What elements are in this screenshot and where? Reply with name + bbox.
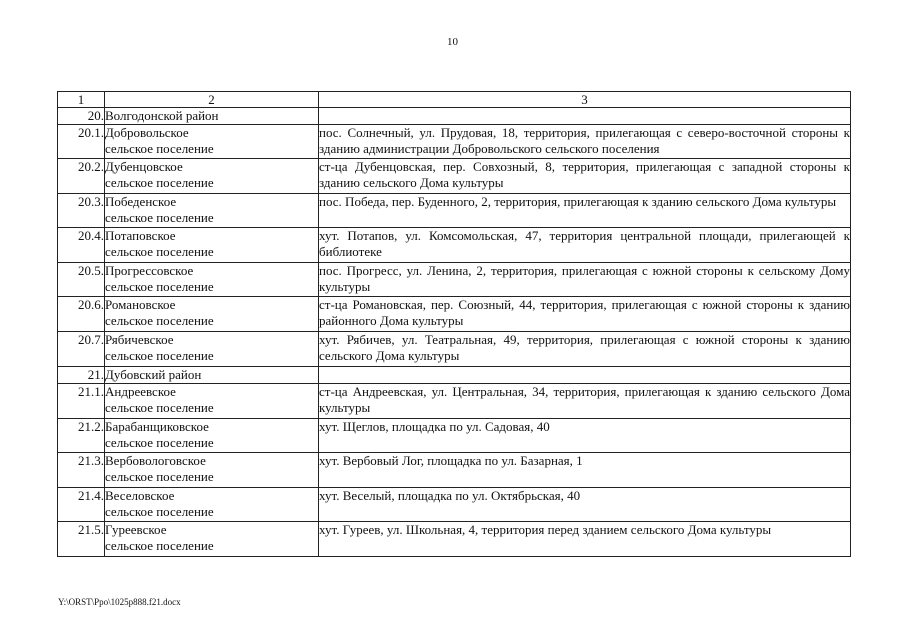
row-number: 20.6. (58, 297, 105, 332)
municipality-name: Победенское (105, 194, 177, 209)
row-number: 21. (58, 367, 105, 384)
municipality-type: сельское поселение (105, 175, 214, 190)
municipality-type: сельское поселение (105, 210, 214, 225)
municipality-type: сельское поселение (105, 435, 214, 450)
municipality-type: сельское поселение (105, 538, 214, 553)
municipality-name-cell (105, 488, 319, 522)
municipality-name: Гуреевское (105, 522, 167, 537)
municipality-name: Андреевское (105, 384, 176, 399)
municipality-name: Рябичевское (105, 332, 174, 347)
table-header-row (58, 92, 851, 108)
table-row (58, 367, 851, 384)
location-description (319, 108, 851, 125)
table-row (58, 453, 851, 488)
municipality-name: Дубенцовское (105, 159, 183, 174)
location-description: пос. Победа, пер. Буденного, 2, территория, прилегающая к зданию сельского Дома культуры (319, 194, 851, 228)
table-row (58, 108, 851, 125)
page-number: 10 (447, 36, 458, 48)
municipality-name-cell (105, 522, 319, 557)
municipality-name: Веселовское (105, 488, 175, 503)
row-number: 21.2. (58, 419, 105, 453)
row-number: 20.2. (58, 159, 105, 194)
municipality-type: сельское поселение (105, 313, 214, 328)
municipality-name-cell (105, 297, 319, 332)
location-description: хут. Гуреев, ул. Школьная, 4, территория перед зданием сельского Дома культуры (319, 522, 851, 557)
municipality-name: Романовское (105, 297, 176, 312)
municipality-name-cell (105, 384, 319, 419)
municipality-name: Прогрессовское (105, 263, 194, 278)
municipality-name-cell (105, 332, 319, 367)
header-col-2: 2 (105, 92, 319, 108)
table-row (58, 297, 851, 332)
table-row (58, 522, 851, 557)
location-description: пос. Прогресс, ул. Ленина, 2, территория, прилегающая с южной стороны к сельскому Дому культуры (319, 263, 851, 297)
table-row (58, 384, 851, 419)
municipality-type: сельское поселение (105, 400, 214, 415)
municipality-name-cell (105, 159, 319, 194)
file-path-footer: Y:\ORST\Ppo\1025p888.f21.docx (58, 597, 181, 607)
row-number: 20.4. (58, 228, 105, 263)
table-row (58, 332, 851, 367)
table-row (58, 194, 851, 228)
table-row (58, 263, 851, 297)
row-number: 20.3. (58, 194, 105, 228)
municipality-name-cell (105, 367, 319, 384)
municipality-name: Потаповское (105, 228, 176, 243)
header-col-1: 1 (58, 92, 105, 108)
header-col-3: 3 (319, 92, 851, 108)
table-row (58, 228, 851, 263)
location-description: ст-ца Романовская, пер. Союзный, 44, территория, прилегающая с южной стороны к зданию районного Дома культуры (319, 297, 851, 332)
municipality-name-cell (105, 108, 319, 125)
row-number: 20.5. (58, 263, 105, 297)
table-row (58, 419, 851, 453)
municipality-type: сельское поселение (105, 244, 214, 259)
municipality-name: Добровольское (105, 125, 189, 140)
row-number: 20.1. (58, 125, 105, 159)
location-description: хут. Рябичев, ул. Театральная, 49, территория, прилегающая с южной стороны к зданию сельского Дома культуры (319, 332, 851, 367)
municipality-name-cell (105, 453, 319, 488)
municipality-name: Вербовологовское (105, 453, 206, 468)
location-description: ст-ца Андреевская, ул. Центральная, 34, территория, прилегающая к зданию сельского Дома культуры (319, 384, 851, 419)
row-number: 21.5. (58, 522, 105, 557)
location-description (319, 367, 851, 384)
table-row (58, 488, 851, 522)
table-row (58, 159, 851, 194)
municipality-type: сельское поселение (105, 469, 214, 484)
location-description: пос. Солнечный, ул. Прудовая, 18, территория, прилегающая с северо-восточной стороны к зданию администрации Добровольского сельского поселения (319, 125, 851, 159)
row-number: 20.7. (58, 332, 105, 367)
location-description: хут. Вербовый Лог, площадка по ул. Базарная, 1 (319, 453, 851, 488)
municipality-name: Барабанщиковское (105, 419, 209, 434)
table-row (58, 125, 851, 159)
municipality-type: сельское поселение (105, 504, 214, 519)
municipality-type: сельское поселение (105, 141, 214, 156)
location-description: хут. Щеглов, площадка по ул. Садовая, 40 (319, 419, 851, 453)
municipality-name-cell (105, 194, 319, 228)
municipality-type: сельское поселение (105, 348, 214, 363)
row-number: 21.4. (58, 488, 105, 522)
locations-table (57, 91, 851, 557)
municipality-name-cell (105, 419, 319, 453)
municipality-name: Волгодонской район (105, 108, 219, 123)
municipality-name-cell (105, 125, 319, 159)
location-description: ст-ца Дубенцовская, пер. Совхозный, 8, территория, прилегающая с западной стороны к зданию сельского Дома культуры (319, 159, 851, 194)
municipality-name: Дубовский район (105, 367, 202, 382)
location-description: хут. Веселый, площадка по ул. Октябрьская, 40 (319, 488, 851, 522)
row-number: 21.3. (58, 453, 105, 488)
municipality-name-cell (105, 228, 319, 263)
row-number: 21.1. (58, 384, 105, 419)
municipality-name-cell (105, 263, 319, 297)
row-number: 20. (58, 108, 105, 125)
municipality-type: сельское поселение (105, 279, 214, 294)
location-description: хут. Потапов, ул. Комсомольская, 47, территория центральной площади, прилегающей к библиотеке (319, 228, 851, 263)
